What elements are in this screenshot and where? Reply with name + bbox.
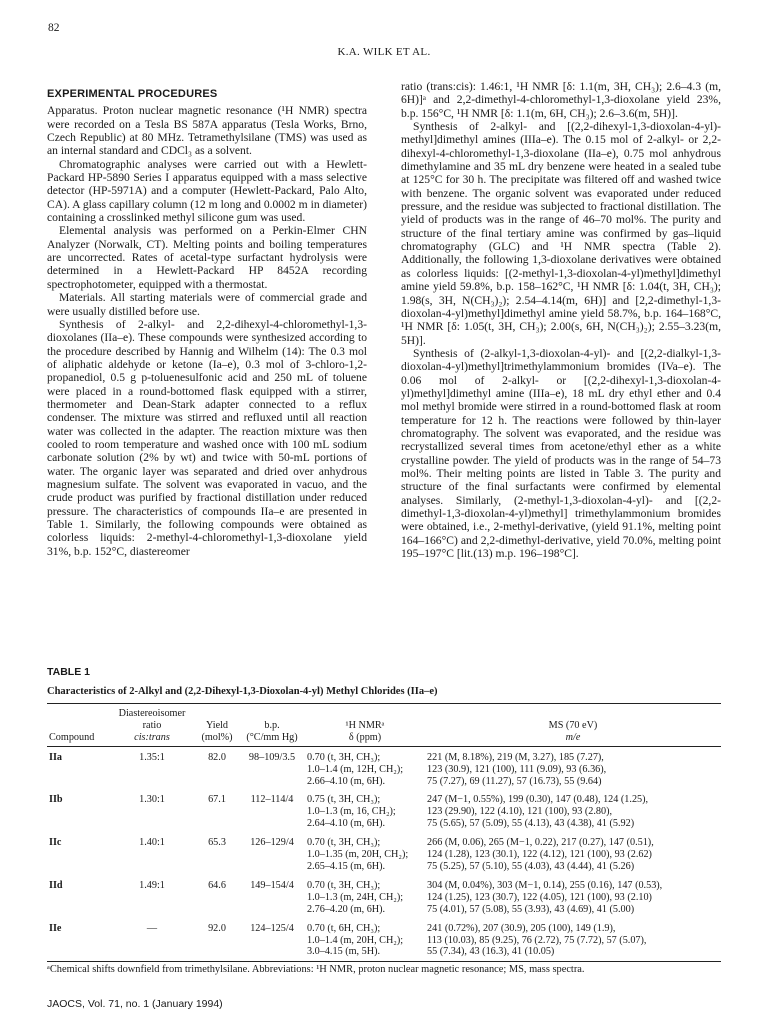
cell-ms <box>425 916 721 959</box>
table-row <box>47 830 721 873</box>
ms-line: 266 (M, 0.06), 265 (M−1, 0.22), 217 (0.27), 147 (0.51), <box>427 837 654 849</box>
right-column <box>401 80 721 560</box>
nmr-line: 0.70 (t, 6H, CH₃); <box>307 922 381 934</box>
table-row <box>47 745 721 788</box>
header-bp-line: b.p. <box>264 719 280 731</box>
cell-compound: IIb <box>49 794 63 806</box>
nmr-line: 0.75 (t, 3H, CH₃); <box>307 794 381 806</box>
nmr-line: 1.0–1.4 (m, 20H, CH₂); <box>307 934 404 946</box>
paragraph: ratio (trans:cis): 1.46:1, ¹H NMR [δ: 1.1(m, 3H, CH₃); 2.6–4.3 (m, 6H)]ᵃ and 2,2-dimethyl-4-chloromethyl-1,3-dioxolane yield 23%, b.p. 156°C, ¹H NMR [δ: 1.1(m, 6H, CH₃); 2.6–3.6(m, 5H)]. <box>401 80 721 120</box>
nmr-line: 1.0–1.4 (m, 12H, CH₂); <box>307 763 404 775</box>
paragraph: Synthesis of (2-alkyl-1,3-dioxolan-4-yl)- and [(2,2-dialkyl-1,3-dioxolan-4-yl)methyl]trimethylammonium bromides (IVa–e). The 0.06 mol of 2-alkyl- or [(2,2-dihexyl-1,3-dioxolan-4-yl)methyl]dimethyl amine (IIIa–e), 18 mL dry ethyl ether and 0.4 mol methyl bromide were stirred in a round-bottomed flask at room temperature for 12 h. The reactions were followed by thin-layer chromatography. The solvent was evaporated, and the residue was recrystallized several times from acetone/ethyl ether as a white crystalline powder. The yield of products was in the range of 54–73 mol%. Their melting points are listed in Table 3. The purity and structure of the final surfactants were confirmed by elemental analyses. Similarly, (2-methyl-1,3-dioxolan-4-yl)- and [(2,2-dimethyl-1,3-dioxolan-4-yl)methyl] trimethylammonium bromides were obtained, i.e., 2-methyl-derivative, (yield 91.1%, melting point 164–166°C) and 2,2-dimethyl-derivative, yield 70.0%, melting point 195–197°C [lit.(13) m.p. 196–198°C]. <box>401 346 721 561</box>
cell-ms <box>425 830 721 873</box>
cell-ratio: 1.35:1 <box>139 751 165 763</box>
cell-yield: 92.0 <box>208 922 226 934</box>
cell-bp: 124–125/4 <box>250 922 294 934</box>
header-ratio-line: ratio <box>142 719 162 731</box>
paragraph: Chromatographic analyses were carried out with a Hewlett-Packard HP-5890 Series I apparatus equipped with a mass selective detector (HP-5971A) and a computer (Hewlett-Packard, Palo Alto, CA). A glass capillary column (12 m long and 0.0002 m in diameter) containing a crosslinked methyl silicone gum was used. <box>47 157 367 225</box>
header-yield-line: (mol%) <box>201 731 233 743</box>
header-nmr-line: ¹H NMRᵃ <box>345 719 385 731</box>
paragraph: Materials. All starting materials were of commercial grade and were usually distilled before use. <box>47 291 367 318</box>
nmr-line: 1.0–1.3 (m, 24H, CH₂); <box>307 891 404 903</box>
cell-yield: 64.6 <box>208 879 226 891</box>
ms-line: 75 (5.25), 57 (5.10), 55 (4.03), 43 (4.44), 41 (5.26) <box>427 860 635 872</box>
left-column <box>47 80 367 558</box>
cell-bp: 126–129/4 <box>250 837 294 849</box>
nmr-line: 2.65–4.15 (m, 6H). <box>307 860 386 872</box>
cell-ms <box>425 787 721 830</box>
header-nmr <box>305 708 425 745</box>
cell-nmr <box>305 830 425 873</box>
cell-compound: IId <box>49 879 63 891</box>
header-nmr-line: δ (ppm) <box>348 731 382 743</box>
paragraph: Synthesis of 2-alkyl- and 2,2-dihexyl-4-chloromethyl-1,3-dioxolanes (IIa–e). These compounds were synthesized according to the procedure described by Hannig and Wilhelm (14): The 0.3 mol of aliphatic aldehyde or ketone (Ia–e), 0.3 mol of 3-chloro-1,2-propanediol, 0.5 g p-toluenesulfonic acid and 250 mL of toluene were placed in a round-bottomed flask equipped with a stirrer, thermometer and Dean-Stark adapter connected to a reflux condenser. The mixture was stirred and refluxed until all reaction water was collected in the adapter. The reaction mixture was then cooled to room temperature and washed once with 100 mL sodium carbonate solution (2% by wt) and twice with 50-mL portions of water. The organic layer was separated and dried over anhydrous magnesium sulfate. The solvent was evaporated in vacuo, and the crude product was purified by fractional distillation under reduced pressure. The characteristics of compounds IIa–e are presented in Table 1. Similarly, the following compounds were obtained as colorless liquids: 2-methyl-4-chloromethyl-1,3-dioxolane yield 31%, b.p. 152°C, diastereomer <box>47 317 367 558</box>
section-title: EXPERIMENTAL PROCEDURES <box>47 88 218 100</box>
ms-line: 75 (4.01), 57 (5.08), 55 (3.93), 43 (4.69), 41 (5.00) <box>427 903 635 915</box>
cell-nmr <box>305 873 425 916</box>
table-header-rule <box>47 746 721 747</box>
cell-compound: IIe <box>49 922 62 934</box>
paragraph: Apparatus. Proton nuclear magnetic resonance (¹H NMR) spectra were recorded on a Tesla BS 587A apparatus (Tesla Works, Brno, Czech Republic) at 80 MHz. Tetramethylsilane (TMS) was used as an internal standard and CDCl₃ as a solvent. <box>47 104 367 158</box>
nmr-line: 0.70 (t, 3H, CH₃); <box>307 751 381 763</box>
table-label: TABLE 1 <box>47 666 90 678</box>
table-row <box>47 787 721 830</box>
cell-nmr <box>305 916 425 959</box>
ms-line: 124 (1.25), 123 (30.7), 122 (4.05), 121 (100), 93 (2.10) <box>427 891 652 903</box>
ms-line: 55 (7.34), 43 (16.3), 41 (10.05) <box>427 946 555 958</box>
cell-nmr <box>305 745 425 788</box>
table-row <box>47 873 721 916</box>
cell-ms <box>425 745 721 788</box>
table-footnote: ᵃChemical shifts downfield from trimethylsilane. Abbreviations: ¹H NMR, proton nuclear magnetic resonance; MS, mass spectra. <box>47 964 585 975</box>
header-ms-line: m/e <box>565 731 581 743</box>
ms-line: 123 (29.90), 122 (4.10), 121 (100), 93 (2.80), <box>427 806 613 818</box>
cell-bp: 149–154/4 <box>250 879 294 891</box>
ms-line: 241 (0.72%), 207 (30.9), 205 (100), 149 (1.9), <box>427 922 616 934</box>
page-number: 82 <box>48 22 60 34</box>
nmr-line: 1.0–1.35 (m, 20H, CH₂); <box>307 849 409 861</box>
header-yield-line: Yield <box>205 719 229 731</box>
cell-ms <box>425 873 721 916</box>
ms-line: 113 (10.03), 85 (9.25), 76 (2.72), 75 (7.72), 57 (5.07), <box>427 934 647 946</box>
cell-yield: 82.0 <box>208 751 226 763</box>
ms-line: 221 (M, 8.18%), 219 (M, 3.27), 185 (7.27), <box>427 751 604 763</box>
cell-yield: 67.1 <box>208 794 226 806</box>
cell-compound: IIa <box>49 751 63 763</box>
header-bp-line: (°C/mm Hg) <box>246 731 298 743</box>
table-bottom-rule <box>47 961 721 962</box>
header-ratio <box>109 708 195 745</box>
nmr-line: 0.70 (t, 3H, CH₃); <box>307 879 381 891</box>
ms-line: 247 (M−1, 0.55%), 199 (0.30), 147 (0.48), 124 (1.25), <box>427 794 649 806</box>
header-ms-line: MS (70 eV) <box>548 719 598 731</box>
nmr-line: 0.70 (t, 3H, CH₃); <box>307 837 381 849</box>
cell-ratio: 1.49:1 <box>139 879 165 891</box>
header-ratio-line: cis:trans <box>134 731 170 743</box>
cell-nmr <box>305 787 425 830</box>
paragraph: Synthesis of 2-alkyl- and [(2,2-dihexyl-1,3-dioxolan-4-yl)-methyl]dimethyl amines (IIIa–e). The 0.15 mol of 2-alkyl- or 2,2-dihexyl-4-chloromethyl-1,3-dioxolane (IIa–e), 0.75 mol anhydrous dimethylamine and 35 mL dry benzene were heated in a sealed tube at 125°C for 30 h. The precipitate was filtered off and washed twice with benzene. The organic solvent was evaporated under reduced pressure, and the residue was subjected to fractional distillation. The yield of products was in the range of 46–70 mol%. The purity and structure of the final tertiary amine was confirmed by gas–liquid chromatography (GLC) and ¹H NMR spectra (Table 2). Additionally, the following 1,3-dioxolane derivatives were obtained as colorless liquids: [(2-methyl-1,3-dioxolan-4-yl)methyl]dimethyl amine yield 59.8%, b.p. 158–162°C, ¹H NMR [δ: 1.04(t, 3H, CH₃); 1.98(s, 3H, N(CH₃)₂); 2.54–4.14(m, 6H)] and [2,2-dimethyl-1,3-dioxolan-4-yl)methyl]dimethyl amine yield 58.7%, b.p. 164–168°C, ¹H NMR [δ: 1.05(t, 3H, CH₃); 2.00(s, 6H, N(CH₃)₂); 2.55–3.23(m, 5H)]. <box>401 120 721 347</box>
cell-compound: IIc <box>49 837 62 849</box>
running-head: K.A. WILK ET AL. <box>337 46 431 58</box>
table-header-row <box>47 708 721 745</box>
journal-footer: JAOCS, Vol. 71, no. 1 (January 1994) <box>47 998 223 1010</box>
cell-ratio: 1.30:1 <box>139 794 165 806</box>
cell-ratio: — <box>146 922 158 934</box>
nmr-line: 1.0–1.3 (m, 16, CH₂); <box>307 806 396 818</box>
ms-line: 123 (30.9), 121 (100), 111 (9.09), 93 (6.36), <box>427 763 607 775</box>
table-row <box>47 916 721 959</box>
nmr-line: 2.66–4.10 (m, 6H). <box>307 775 386 787</box>
cell-bp: 98–109/3.5 <box>248 751 296 763</box>
ms-line: 75 (7.27), 69 (11.27), 57 (16.73), 55 (9.64) <box>427 775 602 787</box>
header-ms <box>425 708 721 745</box>
ms-line: 124 (1.28), 123 (30.1), 122 (4.12), 121 (100), 93 (2.62) <box>427 849 652 861</box>
header-ratio-line: Diastereoisomer <box>118 708 186 719</box>
cell-bp: 112–114/4 <box>250 794 294 806</box>
table-top-rule <box>47 703 721 704</box>
ms-line: 304 (M, 0.04%), 303 (M−1, 0.14), 255 (0.16), 147 (0.53), <box>427 879 663 891</box>
cell-ratio: 1.40:1 <box>139 837 165 849</box>
header-yield <box>195 708 239 745</box>
nmr-line: 3.0–4.15 (m, 5H). <box>307 946 381 958</box>
ms-line: 75 (5.65), 57 (5.09), 55 (4.13), 43 (4.38), 41 (5.92) <box>427 818 635 830</box>
header-bp <box>239 708 305 745</box>
header-compound-label: Compound <box>49 731 95 743</box>
paragraph: Elemental analysis was performed on a Perkin-Elmer CHN Analyzer (Norwalk, CT). Melting points and boiling temperatures are uncorrected. Rates of acetal-type surfactant hydrolysis were determined in a Hewlett-Packard HP 8452A recording spectrophotometer, equipped with a thermostat. <box>47 224 367 291</box>
nmr-line: 2.76–4.20 (m, 6H). <box>307 903 386 915</box>
cell-yield: 65.3 <box>208 837 226 849</box>
header-compound <box>47 708 109 745</box>
table-caption: Characteristics of 2-Alkyl and (2,2-Dihexyl-1,3-Dioxolan-4-yl) Methyl Chlorides (IIa–e) <box>47 686 438 697</box>
nmr-line: 2.64–4.10 (m, 6H). <box>307 818 386 830</box>
